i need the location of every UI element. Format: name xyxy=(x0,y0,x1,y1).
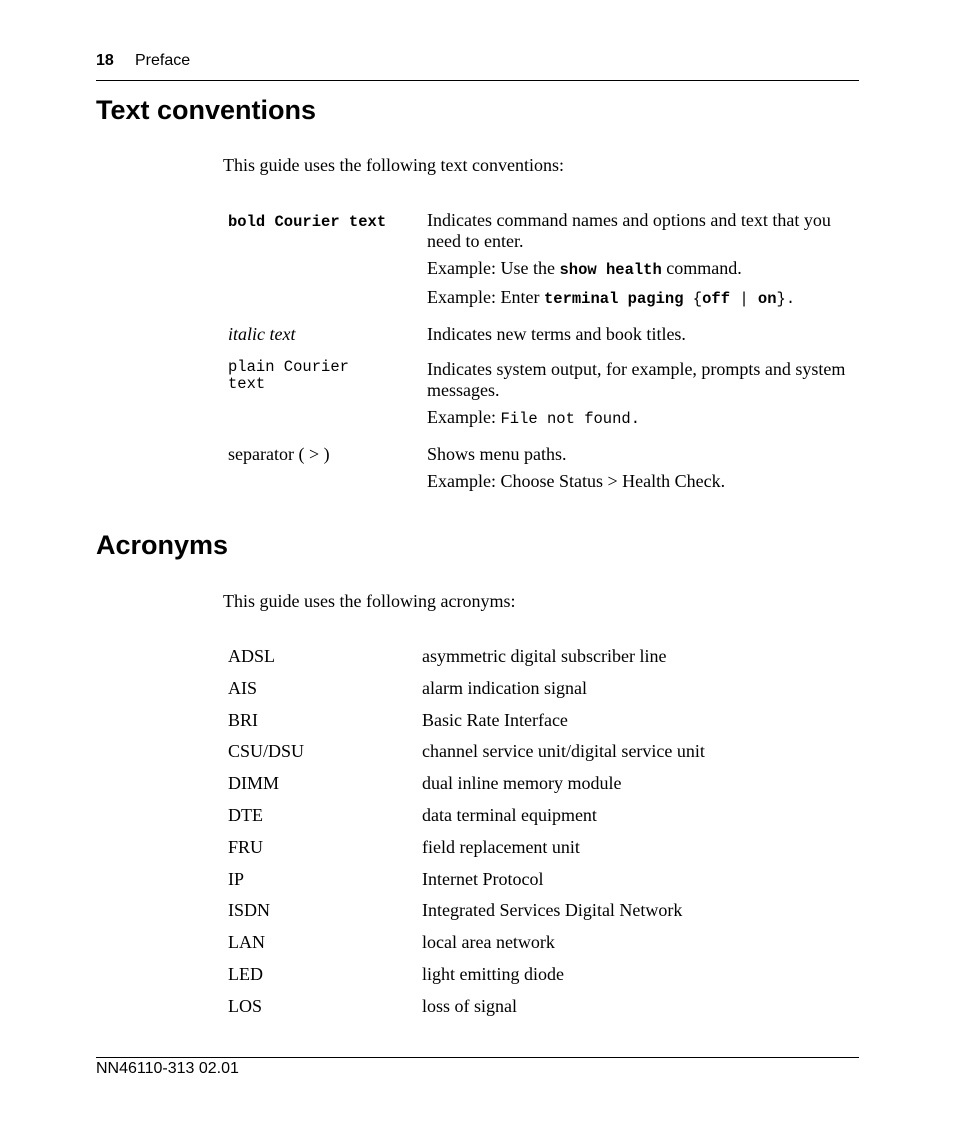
conventions-table xyxy=(228,210,848,506)
acronym-term: BRI xyxy=(228,709,259,730)
convention-example: Example: Use the show health command. xyxy=(427,258,742,279)
acronym-term: LOS xyxy=(228,995,263,1016)
convention-row-plain-courier xyxy=(228,359,848,436)
acronym-term: FRU xyxy=(228,836,264,857)
convention-row-italic xyxy=(228,324,848,351)
acronym-definition: alarm indication signal xyxy=(422,677,587,698)
section-title: Preface xyxy=(135,52,191,69)
convention-term: separator ( > ) xyxy=(228,444,330,464)
acronym-row xyxy=(228,835,828,867)
convention-example: Example: Enter terminal paging {off | on}. xyxy=(427,287,796,308)
text-conventions-heading: Text conventions xyxy=(96,95,317,125)
acronym-term: DIMM xyxy=(228,773,280,794)
acronym-row xyxy=(228,930,828,962)
acronym-definition: channel service unit/digital service unit xyxy=(422,741,705,762)
acronyms-heading: Acronyms xyxy=(96,530,229,560)
acronym-definition: asymmetric digital subscriber line xyxy=(422,646,667,666)
page-number: 18 xyxy=(96,52,114,69)
acronym-definition: Basic Rate Interface xyxy=(422,709,568,730)
acronym-definition: light emitting diode xyxy=(422,963,564,984)
acronym-definition: dual inline memory module xyxy=(422,773,622,794)
convention-description xyxy=(427,210,848,316)
convention-example: Example: Choose Status > Health Check. xyxy=(427,471,726,491)
convention-description xyxy=(427,444,848,498)
acronym-term: ISDN xyxy=(228,900,271,921)
document-id: NN46110-313 02.01 xyxy=(96,1060,239,1077)
acronyms-table xyxy=(228,644,828,1026)
convention-description-text: Indicates system output, for example, prompts and system messages. xyxy=(427,359,846,400)
convention-term: plain Courier text xyxy=(228,358,349,393)
acronym-row xyxy=(228,644,828,676)
convention-description-text: Shows menu paths. xyxy=(427,444,567,464)
acronym-term: AIS xyxy=(228,677,258,698)
acronym-row xyxy=(228,739,828,771)
convention-description xyxy=(427,324,848,351)
convention-term: italic text xyxy=(228,324,296,344)
acronym-row xyxy=(228,867,828,899)
acronym-definition: loss of signal xyxy=(422,995,518,1016)
acronym-row xyxy=(228,898,828,930)
acronym-row xyxy=(228,771,828,803)
convention-description xyxy=(427,359,848,436)
acronym-definition: Internet Protocol xyxy=(422,868,544,889)
acronym-row xyxy=(228,708,828,740)
acronym-definition: data terminal equipment xyxy=(422,804,597,825)
acronym-definition: field replacement unit xyxy=(422,836,580,857)
acronym-row xyxy=(228,994,828,1026)
acronym-term: DTE xyxy=(228,804,263,825)
convention-row-separator xyxy=(228,444,848,498)
convention-term: bold Courier text xyxy=(228,213,387,231)
acronym-row xyxy=(228,962,828,994)
acronym-definition: local area network xyxy=(422,932,555,953)
acronym-term: IP xyxy=(228,868,245,889)
page-header xyxy=(96,50,859,81)
acronym-definition: Integrated Services Digital Network xyxy=(422,900,683,921)
acronym-row xyxy=(228,676,828,708)
convention-description-text: Indicates command names and options and text that you need to enter. xyxy=(427,210,831,251)
acronyms-intro: This guide uses the following acronyms: xyxy=(223,591,516,611)
acronym-term: CSU/DSU xyxy=(228,741,305,762)
convention-description-text: Indicates new terms and book titles. xyxy=(427,324,686,344)
acronym-term: LED xyxy=(228,963,263,984)
acronym-row xyxy=(228,803,828,835)
convention-row-bold-courier xyxy=(228,210,848,316)
page-footer xyxy=(96,1057,859,1077)
text-conventions-intro: This guide uses the following text conventions: xyxy=(223,155,564,175)
acronym-term: ADSL xyxy=(228,646,276,666)
convention-example: Example: File not found. xyxy=(427,407,641,428)
acronym-term: LAN xyxy=(228,932,265,953)
